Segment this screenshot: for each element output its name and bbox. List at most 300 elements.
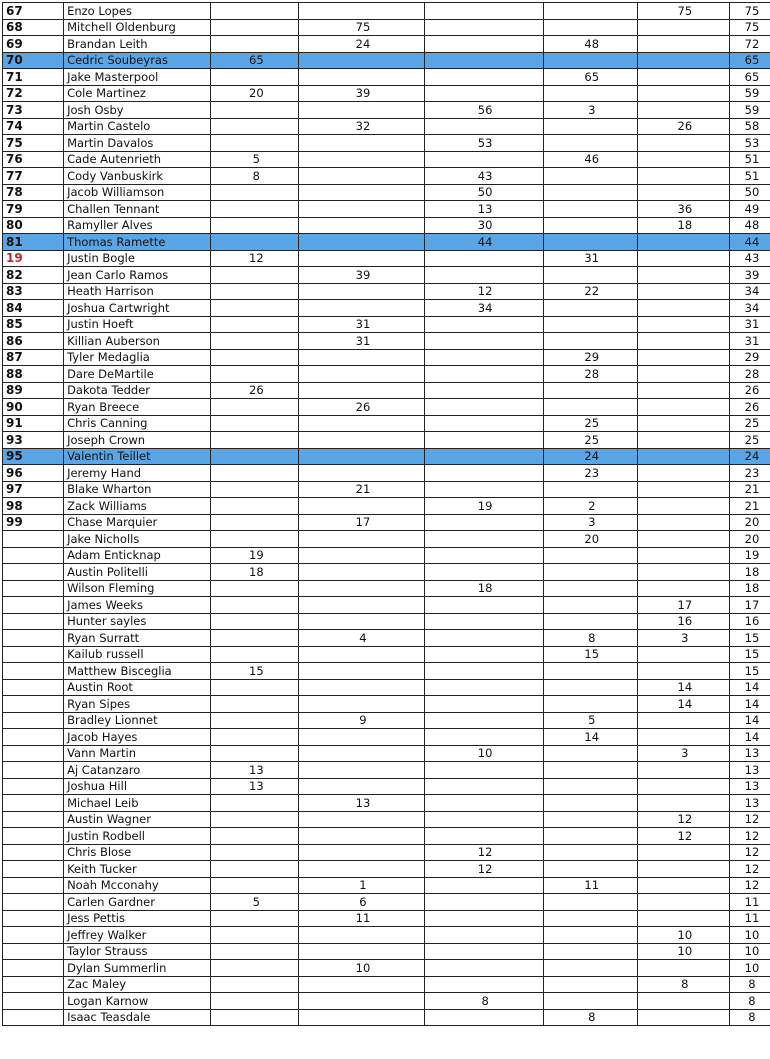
- table-row: [3, 531, 770, 548]
- round-3-points-cell: [424, 151, 543, 168]
- table-row: [3, 498, 770, 515]
- round-3-points-cell: [424, 514, 543, 531]
- rank-cell: [3, 877, 64, 894]
- total-points-cell: 26: [729, 382, 770, 399]
- table-row: [3, 118, 770, 135]
- table-row: [3, 663, 770, 680]
- rider-name-cell: Jean Carlo Ramos: [64, 267, 211, 284]
- round-4-points-cell: [543, 976, 637, 993]
- round-4-points-cell: 28: [543, 366, 637, 383]
- total-points-cell: 34: [729, 300, 770, 317]
- total-points-cell: 43: [729, 250, 770, 267]
- round-3-points-cell: [424, 894, 543, 911]
- round-1-points-cell: [211, 976, 299, 993]
- round-4-points-cell: 46: [543, 151, 637, 168]
- total-points-cell: 12: [729, 828, 770, 845]
- round-4-points-cell: [543, 745, 637, 762]
- round-2-points-cell: [299, 547, 424, 564]
- round-4-points-cell: 15: [543, 646, 637, 663]
- round-2-points-cell: [299, 993, 424, 1010]
- round-3-points-cell: [424, 729, 543, 746]
- round-5-points-cell: [637, 366, 729, 383]
- round-4-points-cell: [543, 927, 637, 944]
- total-points-cell: 25: [729, 432, 770, 449]
- round-1-points-cell: 5: [211, 151, 299, 168]
- round-1-points-cell: [211, 234, 299, 251]
- round-1-points-cell: 65: [211, 52, 299, 69]
- round-5-points-cell: [637, 333, 729, 350]
- round-3-points-cell: [424, 679, 543, 696]
- round-5-points-cell: [637, 36, 729, 53]
- round-3-points-cell: 8: [424, 993, 543, 1010]
- round-1-points-cell: [211, 514, 299, 531]
- round-1-points-cell: [211, 448, 299, 465]
- round-4-points-cell: 20: [543, 531, 637, 548]
- total-points-cell: 12: [729, 861, 770, 878]
- round-2-points-cell: 21: [299, 481, 424, 498]
- round-3-points-cell: [424, 85, 543, 102]
- total-points-cell: 8: [729, 976, 770, 993]
- round-5-points-cell: [637, 729, 729, 746]
- round-2-points-cell: [299, 184, 424, 201]
- rider-name-cell: Joshua Hill: [64, 778, 211, 795]
- round-3-points-cell: 34: [424, 300, 543, 317]
- round-1-points-cell: [211, 349, 299, 366]
- rank-cell: 69: [3, 36, 64, 53]
- round-5-points-cell: 26: [637, 118, 729, 135]
- round-3-points-cell: [424, 415, 543, 432]
- round-3-points-cell: [424, 465, 543, 482]
- total-points-cell: 10: [729, 927, 770, 944]
- total-points-cell: 29: [729, 349, 770, 366]
- rider-name-cell: Carlen Gardner: [64, 894, 211, 911]
- table-row: [3, 514, 770, 531]
- rank-cell: [3, 580, 64, 597]
- table-row: [3, 184, 770, 201]
- total-points-cell: 31: [729, 333, 770, 350]
- round-1-points-cell: [211, 646, 299, 663]
- round-2-points-cell: [299, 844, 424, 861]
- round-1-points-cell: [211, 316, 299, 333]
- round-1-points-cell: [211, 844, 299, 861]
- round-2-points-cell: [299, 762, 424, 779]
- rider-name-cell: Wilson Fleming: [64, 580, 211, 597]
- table-row: [3, 927, 770, 944]
- rider-name-cell: Joshua Cartwright: [64, 300, 211, 317]
- round-5-points-cell: [637, 580, 729, 597]
- round-5-points-cell: [637, 547, 729, 564]
- round-5-points-cell: [637, 1009, 729, 1026]
- round-2-points-cell: [299, 778, 424, 795]
- rider-name-cell: Justin Rodbell: [64, 828, 211, 845]
- round-1-points-cell: [211, 712, 299, 729]
- total-points-cell: 50: [729, 184, 770, 201]
- round-4-points-cell: 24: [543, 448, 637, 465]
- total-points-cell: 72: [729, 36, 770, 53]
- round-1-points-cell: 19: [211, 547, 299, 564]
- round-2-points-cell: [299, 3, 424, 20]
- total-points-cell: 14: [729, 679, 770, 696]
- rank-cell: 19: [3, 250, 64, 267]
- round-1-points-cell: [211, 19, 299, 36]
- round-4-points-cell: [543, 333, 637, 350]
- round-4-points-cell: [543, 481, 637, 498]
- round-2-points-cell: [299, 828, 424, 845]
- table-row: [3, 399, 770, 416]
- round-5-points-cell: 75: [637, 3, 729, 20]
- round-2-points-cell: [299, 745, 424, 762]
- round-1-points-cell: [211, 597, 299, 614]
- rider-name-cell: Jacob Williamson: [64, 184, 211, 201]
- rank-cell: 76: [3, 151, 64, 168]
- round-5-points-cell: [637, 69, 729, 86]
- table-row: [3, 844, 770, 861]
- round-2-points-cell: 13: [299, 795, 424, 812]
- total-points-cell: 15: [729, 646, 770, 663]
- table-row: [3, 3, 770, 20]
- table-row: [3, 69, 770, 86]
- table-row: [3, 877, 770, 894]
- rank-cell: 78: [3, 184, 64, 201]
- round-5-points-cell: [637, 448, 729, 465]
- round-2-points-cell: [299, 151, 424, 168]
- round-2-points-cell: 31: [299, 316, 424, 333]
- round-3-points-cell: [424, 910, 543, 927]
- total-points-cell: 17: [729, 597, 770, 614]
- round-2-points-cell: [299, 811, 424, 828]
- round-4-points-cell: [543, 135, 637, 152]
- round-2-points-cell: 10: [299, 960, 424, 977]
- round-5-points-cell: [637, 877, 729, 894]
- rank-cell: [3, 943, 64, 960]
- table-row: [3, 85, 770, 102]
- round-3-points-cell: [424, 69, 543, 86]
- round-4-points-cell: [543, 3, 637, 20]
- round-4-points-cell: 25: [543, 415, 637, 432]
- total-points-cell: 12: [729, 877, 770, 894]
- round-3-points-cell: 43: [424, 168, 543, 185]
- round-1-points-cell: [211, 910, 299, 927]
- round-2-points-cell: [299, 250, 424, 267]
- round-3-points-cell: 19: [424, 498, 543, 515]
- round-1-points-cell: [211, 69, 299, 86]
- total-points-cell: 51: [729, 151, 770, 168]
- round-5-points-cell: [637, 250, 729, 267]
- round-1-points-cell: [211, 465, 299, 482]
- round-4-points-cell: 23: [543, 465, 637, 482]
- round-2-points-cell: [299, 679, 424, 696]
- round-5-points-cell: [637, 910, 729, 927]
- table-row: [3, 102, 770, 119]
- total-points-cell: 15: [729, 663, 770, 680]
- rider-name-cell: Matthew Bisceglia: [64, 663, 211, 680]
- round-1-points-cell: [211, 333, 299, 350]
- table-row: [3, 580, 770, 597]
- round-3-points-cell: [424, 1009, 543, 1026]
- rank-cell: [3, 828, 64, 845]
- rank-cell: [3, 547, 64, 564]
- round-4-points-cell: [543, 696, 637, 713]
- round-5-points-cell: [637, 531, 729, 548]
- table-row: [3, 382, 770, 399]
- round-3-points-cell: [424, 36, 543, 53]
- round-1-points-cell: [211, 36, 299, 53]
- rank-cell: [3, 646, 64, 663]
- rider-name-cell: Joseph Crown: [64, 432, 211, 449]
- round-4-points-cell: [543, 828, 637, 845]
- round-2-points-cell: [299, 349, 424, 366]
- total-points-cell: 18: [729, 580, 770, 597]
- total-points-cell: 10: [729, 960, 770, 977]
- round-3-points-cell: [424, 382, 543, 399]
- rank-cell: 84: [3, 300, 64, 317]
- round-3-points-cell: [424, 960, 543, 977]
- table-row: [3, 316, 770, 333]
- round-5-points-cell: [637, 993, 729, 1010]
- round-2-points-cell: [299, 597, 424, 614]
- round-4-points-cell: [543, 564, 637, 581]
- total-points-cell: 13: [729, 778, 770, 795]
- table-row: [3, 597, 770, 614]
- round-5-points-cell: [637, 300, 729, 317]
- round-5-points-cell: [637, 481, 729, 498]
- round-2-points-cell: 11: [299, 910, 424, 927]
- table-row: [3, 1009, 770, 1026]
- total-points-cell: 16: [729, 613, 770, 630]
- round-5-points-cell: [637, 795, 729, 812]
- table-row: [3, 762, 770, 779]
- round-5-points-cell: [637, 85, 729, 102]
- rider-name-cell: Noah Mcconahy: [64, 877, 211, 894]
- rank-cell: 72: [3, 85, 64, 102]
- table-row: [3, 795, 770, 812]
- rider-name-cell: Mitchell Oldenburg: [64, 19, 211, 36]
- round-2-points-cell: [299, 1009, 424, 1026]
- round-5-points-cell: [637, 844, 729, 861]
- rank-cell: 90: [3, 399, 64, 416]
- table-row-highlighted: [3, 234, 770, 251]
- round-1-points-cell: [211, 399, 299, 416]
- round-4-points-cell: 8: [543, 1009, 637, 1026]
- rank-cell: [3, 613, 64, 630]
- rider-name-cell: Josh Osby: [64, 102, 211, 119]
- table-row-highlighted: [3, 448, 770, 465]
- table-row: [3, 943, 770, 960]
- round-4-points-cell: [543, 613, 637, 630]
- table-row: [3, 201, 770, 218]
- round-5-points-cell: [637, 432, 729, 449]
- round-1-points-cell: [211, 531, 299, 548]
- table-row: [3, 696, 770, 713]
- round-3-points-cell: [424, 927, 543, 944]
- round-1-points-cell: [211, 3, 299, 20]
- total-points-cell: 13: [729, 762, 770, 779]
- round-3-points-cell: [424, 316, 543, 333]
- rider-name-cell: Cade Autenrieth: [64, 151, 211, 168]
- round-1-points-cell: [211, 943, 299, 960]
- round-2-points-cell: [299, 465, 424, 482]
- round-3-points-cell: 12: [424, 861, 543, 878]
- round-4-points-cell: 48: [543, 36, 637, 53]
- rider-name-cell: Isaac Teasdale: [64, 1009, 211, 1026]
- round-5-points-cell: [637, 151, 729, 168]
- total-points-cell: 11: [729, 894, 770, 911]
- table-row: [3, 19, 770, 36]
- table-row: [3, 778, 770, 795]
- round-4-points-cell: [543, 217, 637, 234]
- total-points-cell: 25: [729, 415, 770, 432]
- round-3-points-cell: [424, 597, 543, 614]
- table-row: [3, 366, 770, 383]
- rank-cell: 73: [3, 102, 64, 119]
- rank-cell: 88: [3, 366, 64, 383]
- round-3-points-cell: [424, 531, 543, 548]
- round-4-points-cell: [543, 910, 637, 927]
- rider-name-cell: Chris Blose: [64, 844, 211, 861]
- round-3-points-cell: [424, 250, 543, 267]
- rank-cell: 70: [3, 52, 64, 69]
- rider-name-cell: Justin Bogle: [64, 250, 211, 267]
- round-3-points-cell: 50: [424, 184, 543, 201]
- round-4-points-cell: [543, 547, 637, 564]
- rank-cell: 89: [3, 382, 64, 399]
- round-3-points-cell: 12: [424, 283, 543, 300]
- round-1-points-cell: 15: [211, 663, 299, 680]
- round-5-points-cell: [637, 52, 729, 69]
- round-4-points-cell: [543, 960, 637, 977]
- round-3-points-cell: [424, 52, 543, 69]
- round-4-points-cell: [543, 382, 637, 399]
- round-4-points-cell: [543, 85, 637, 102]
- round-4-points-cell: [543, 844, 637, 861]
- round-2-points-cell: [299, 976, 424, 993]
- round-4-points-cell: [543, 894, 637, 911]
- round-2-points-cell: [299, 52, 424, 69]
- total-points-cell: 53: [729, 135, 770, 152]
- round-4-points-cell: [543, 316, 637, 333]
- round-1-points-cell: [211, 696, 299, 713]
- round-2-points-cell: [299, 580, 424, 597]
- rider-name-cell: Martin Castelo: [64, 118, 211, 135]
- round-2-points-cell: [299, 283, 424, 300]
- rank-cell: 77: [3, 168, 64, 185]
- round-5-points-cell: 10: [637, 943, 729, 960]
- round-4-points-cell: 8: [543, 630, 637, 647]
- round-2-points-cell: 17: [299, 514, 424, 531]
- round-5-points-cell: [637, 267, 729, 284]
- round-3-points-cell: [424, 481, 543, 498]
- rank-cell: [3, 712, 64, 729]
- rider-name-cell: Dakota Tedder: [64, 382, 211, 399]
- round-4-points-cell: [543, 811, 637, 828]
- table-row: [3, 481, 770, 498]
- round-2-points-cell: [299, 415, 424, 432]
- round-2-points-cell: 39: [299, 85, 424, 102]
- round-4-points-cell: [543, 168, 637, 185]
- round-5-points-cell: [637, 135, 729, 152]
- round-3-points-cell: [424, 3, 543, 20]
- round-4-points-cell: [543, 52, 637, 69]
- round-5-points-cell: 17: [637, 597, 729, 614]
- round-1-points-cell: [211, 283, 299, 300]
- rider-name-cell: Brandan Leith: [64, 36, 211, 53]
- table-row: [3, 613, 770, 630]
- rider-name-cell: Keith Tucker: [64, 861, 211, 878]
- rider-name-cell: Jacob Hayes: [64, 729, 211, 746]
- rank-cell: [3, 564, 64, 581]
- round-5-points-cell: [637, 234, 729, 251]
- total-points-cell: 23: [729, 465, 770, 482]
- round-1-points-cell: [211, 993, 299, 1010]
- round-3-points-cell: [424, 762, 543, 779]
- total-points-cell: 18: [729, 564, 770, 581]
- rank-cell: [3, 795, 64, 812]
- rank-cell: 71: [3, 69, 64, 86]
- round-5-points-cell: 12: [637, 811, 729, 828]
- rank-cell: [3, 960, 64, 977]
- rank-cell: 86: [3, 333, 64, 350]
- round-2-points-cell: 24: [299, 36, 424, 53]
- round-2-points-cell: [299, 217, 424, 234]
- rider-name-cell: James Weeks: [64, 597, 211, 614]
- rider-name-cell: Jess Pettis: [64, 910, 211, 927]
- round-4-points-cell: 2: [543, 498, 637, 515]
- round-1-points-cell: 18: [211, 564, 299, 581]
- round-4-points-cell: 31: [543, 250, 637, 267]
- round-3-points-cell: [424, 366, 543, 383]
- rider-name-cell: Bradley Lionnet: [64, 712, 211, 729]
- table-row: [3, 465, 770, 482]
- round-5-points-cell: [637, 778, 729, 795]
- round-1-points-cell: [211, 481, 299, 498]
- rider-name-cell: Zac Maley: [64, 976, 211, 993]
- round-4-points-cell: [543, 267, 637, 284]
- rider-name-cell: Chris Canning: [64, 415, 211, 432]
- rider-name-cell: Cole Martinez: [64, 85, 211, 102]
- round-4-points-cell: [543, 663, 637, 680]
- round-1-points-cell: [211, 679, 299, 696]
- rank-cell: 83: [3, 283, 64, 300]
- table-row: [3, 283, 770, 300]
- round-3-points-cell: 18: [424, 580, 543, 597]
- round-3-points-cell: [424, 712, 543, 729]
- total-points-cell: 19: [729, 547, 770, 564]
- total-points-cell: 65: [729, 52, 770, 69]
- rider-name-cell: Valentin Teillet: [64, 448, 211, 465]
- round-2-points-cell: [299, 234, 424, 251]
- round-1-points-cell: [211, 795, 299, 812]
- round-5-points-cell: [637, 349, 729, 366]
- rank-cell: [3, 729, 64, 746]
- table-row: [3, 564, 770, 581]
- rank-cell: [3, 927, 64, 944]
- round-2-points-cell: [299, 102, 424, 119]
- round-3-points-cell: [424, 432, 543, 449]
- round-2-points-cell: [299, 432, 424, 449]
- total-points-cell: 12: [729, 844, 770, 861]
- table-row-highlighted: [3, 52, 770, 69]
- round-3-points-cell: [424, 630, 543, 647]
- table-row: [3, 646, 770, 663]
- round-1-points-cell: [211, 432, 299, 449]
- round-2-points-cell: [299, 69, 424, 86]
- round-4-points-cell: [543, 795, 637, 812]
- round-3-points-cell: [424, 448, 543, 465]
- round-3-points-cell: [424, 333, 543, 350]
- rider-name-cell: Vann Martin: [64, 745, 211, 762]
- round-1-points-cell: [211, 102, 299, 119]
- round-4-points-cell: 5: [543, 712, 637, 729]
